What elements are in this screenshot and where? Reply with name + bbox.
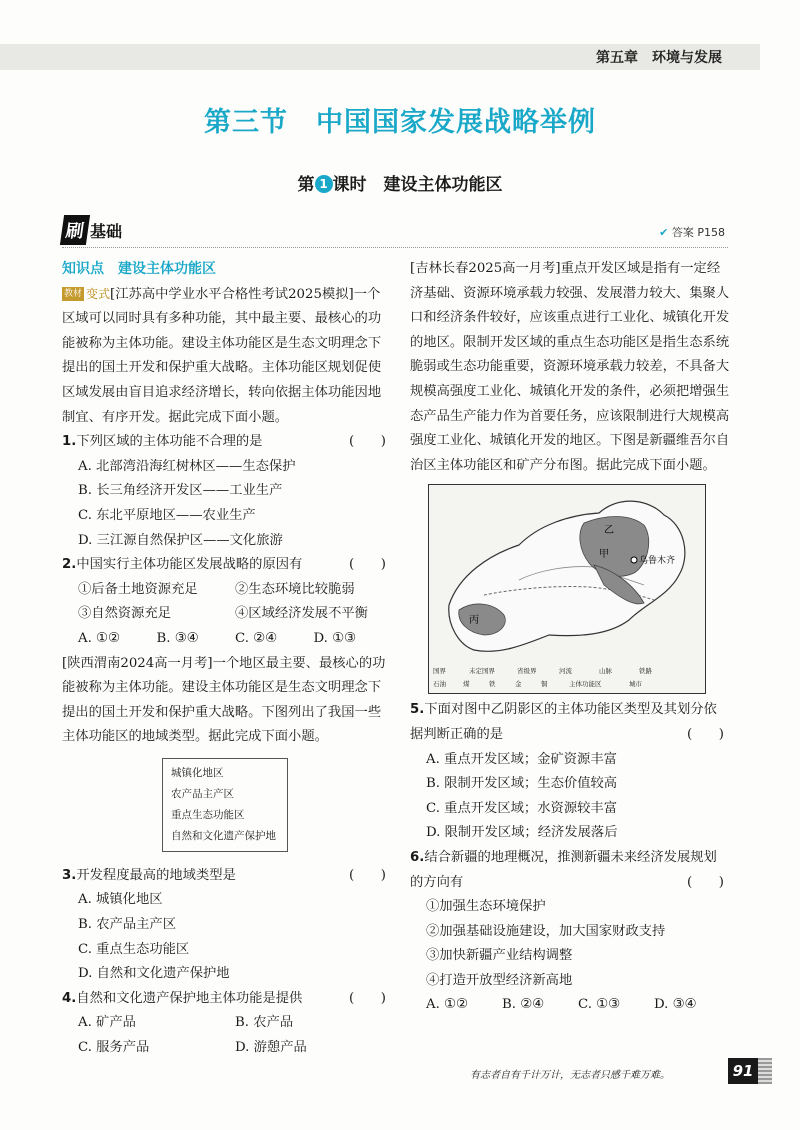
lesson-title (0, 170, 800, 195)
q4-option-d[interactable]: D. 游憩产品 (235, 1040, 307, 1056)
legend-coal: 煤 (463, 680, 470, 689)
q4-options-row1 (62, 1011, 392, 1036)
region-type-box (162, 758, 288, 852)
q2-item-3: ③自然资源充足 (78, 606, 172, 622)
legend-river: 河流 (559, 667, 572, 676)
q1-option-a[interactable]: A. 北部湾沿海红树林区——生态保护 (78, 458, 296, 474)
q2-option-b[interactable]: B. ③④ (156, 630, 199, 646)
box-item: 自然和文化遗产保护地 (171, 829, 276, 842)
check-icon: ✔ (659, 226, 669, 239)
question-6 (410, 846, 730, 895)
answer-page: 答案 P158 (671, 226, 725, 239)
question-5 (410, 698, 730, 747)
q3-stem: 开发程度最高的地域类型是 (76, 867, 236, 883)
legend-mountain: 山脉 (599, 667, 612, 676)
section-title: 第三节 中国国家发展战略举例 (204, 107, 596, 138)
q5-option-c[interactable]: C. 重点开发区域；水资源较丰富 (426, 800, 618, 816)
q6-item-4: ④打造开放型经济新高地 (426, 972, 573, 988)
q6-option-d[interactable]: D. ③④ (654, 997, 697, 1013)
q4-option-a[interactable]: A. 矿产品 (78, 1015, 136, 1031)
intro-text-1: [江苏高中学业水平合格性考试2025模拟]一个区域可以同时具有多种功能，其中最主要、最核心的功能被称为主体功能。建设主体功能区是生态文明理念下提出的国土开发和保护重大战略。主体功能区规划促使区域发展由盲目追求经济增长，转向依据主体功能因地制宜、有序开发。据此完成下面小题。 (62, 286, 382, 425)
q6-stem: 结合新疆的地理概况，推测新疆未来经济发展规划的方向有 (410, 849, 717, 890)
q1-number: 1. (62, 434, 77, 450)
q4-answer-blank[interactable]: ( ) (349, 990, 386, 1006)
page-number: 91 (728, 1058, 758, 1084)
q6-option-b[interactable]: B. ②④ (502, 997, 545, 1013)
q3-number: 3. (62, 867, 77, 883)
question-1 (62, 430, 392, 455)
label-yi: 乙 (604, 525, 614, 537)
city-marker (631, 557, 637, 563)
q2-options (62, 627, 392, 652)
q1-stem: 下列区域的主体功能不合理的是 (76, 434, 263, 450)
box-item: 重点生态功能区 (171, 808, 245, 821)
q5-number: 5. (410, 702, 425, 718)
legend-railway: 铁路 (639, 667, 652, 676)
question-2 (62, 553, 392, 578)
badge-shua: 刷 (60, 215, 90, 245)
q2-item-4: ④区域经济发展不平衡 (235, 606, 368, 622)
lesson-suffix: 课时 建设主体功能区 (332, 175, 503, 195)
q2-answer-blank[interactable]: ( ) (349, 557, 386, 573)
map-graphic (429, 485, 705, 693)
right-column (410, 257, 730, 1018)
legend-oil: 石油 (433, 680, 446, 689)
legend-undetermined-border: 未定国界 (469, 667, 495, 676)
q2-option-c[interactable]: C. ②④ (235, 630, 277, 646)
legend-provincial-border: 省级界 (517, 667, 537, 676)
q6-answer-blank[interactable]: ( ) (687, 874, 724, 890)
legend-iron: 铁 (489, 680, 496, 689)
q4-number: 4. (62, 990, 77, 1006)
q1-option-b[interactable]: B. 长三角经济开发区——工业生产 (78, 483, 283, 499)
question-4 (62, 987, 392, 1012)
basics-badge (62, 215, 122, 243)
box-item: 农产品主产区 (171, 787, 234, 800)
q3-option-a[interactable]: A. 城镇化地区 (78, 892, 163, 908)
legend-gold: 金 (515, 680, 522, 689)
q2-stem: 中国实行主体功能区发展战略的原因有 (76, 557, 303, 573)
lesson-number-badge: 1 (315, 175, 333, 193)
question-3 (62, 864, 392, 889)
q4-options-row2 (62, 1036, 392, 1061)
q4-option-c[interactable]: C. 服务产品 (78, 1040, 150, 1056)
badge-label: 基础 (90, 222, 123, 241)
q1-option-c[interactable]: C. 东北平原地区——农业生产 (78, 507, 256, 523)
q6-item-2: ②加强基础设施建设，加大国家财政支持 (426, 923, 666, 939)
q1-option-d[interactable]: D. 三江源自然保护区——文化旅游 (78, 532, 283, 548)
q3-option-c[interactable]: C. 重点生态功能区 (78, 941, 190, 957)
legend-copper: 铜 (541, 680, 548, 689)
intro-passage-1 (62, 282, 392, 431)
q6-option-a[interactable]: A. ①② (426, 997, 468, 1013)
legend-border: 国界 (433, 667, 446, 676)
chapter-header: 第五章 环境与发展 (596, 50, 722, 66)
lesson-prefix: 第 (297, 175, 315, 195)
label-urumqi: 乌鲁木齐 (639, 556, 676, 567)
label-jia: 甲 (599, 549, 609, 561)
q5-stem: 下面对图中乙阴影区的主体功能区类型及其划分依据判断正确的是 (410, 702, 717, 742)
q5-option-b[interactable]: B. 限制开发区域；生态价值较高 (426, 776, 618, 792)
q6-options (410, 993, 730, 1018)
intro-passage-2: [陕西渭南2024高一月考]一个地区最主要、最核心的功能被称为主体功能。建设主体功能区是生态文明理念下提出的国土开发和保护重大战略。下图列出了我国一些主体功能区的地域类型。据此完成下面小题。 (62, 655, 386, 745)
q3-answer-blank[interactable]: ( ) (349, 867, 386, 883)
q2-option-d[interactable]: D. ①③ (313, 630, 356, 646)
q2-item-1: ①后备土地资源充足 (78, 581, 198, 597)
page-corner-pattern (758, 1058, 772, 1084)
legend-functional-zone: 主体功能区 (569, 680, 602, 689)
q2-items-row2 (62, 602, 392, 627)
q5-answer-blank[interactable]: ( ) (687, 726, 724, 742)
q2-number: 2. (62, 557, 77, 573)
q2-items-row1 (62, 578, 392, 603)
q2-option-a[interactable]: A. ①② (78, 630, 120, 646)
q6-item-1: ①加强生态环境保护 (426, 899, 546, 915)
divider (62, 247, 728, 248)
q2-item-2: ②生态环境比较脆弱 (235, 581, 355, 597)
q4-stem: 自然和文化遗产保护地主体功能是提供 (76, 990, 303, 1006)
legend-city: 城市 (629, 680, 642, 689)
xinjiang-map (428, 484, 706, 694)
footer-motto: 有志者自有千计万计，无志者只感千难万难。 (470, 1070, 670, 1081)
q1-answer-blank[interactable]: ( ) (349, 434, 386, 450)
label-bing: 丙 (469, 615, 479, 627)
q3-option-d[interactable]: D. 自然和文化遗产保护地 (78, 966, 230, 982)
box-item: 城镇化地区 (171, 766, 224, 779)
q5-option-d[interactable]: D. 限制开发区域；经济发展落后 (426, 825, 618, 841)
left-column (62, 257, 392, 1061)
intro-passage-3: [吉林长春2025高一月考]重点开发区域是指有一定经济基础、资源环境承载力较强、发展潜力较大、集聚人口和经济条件较好，应该重点进行工业化、城镇化开发的地区。限制开发区域的重点生态功能区是指生态系统脆弱或生态功能重要，资源环境承载力较差，不具备大规模高强度工业化、城镇化开发的条件，必须把增强生态产品生产能力作为首要任务，应该限制进行大规模高强度工业化、城镇化开发的地区。下图是新疆维吾尔自治区主体功能区和矿产分布图。据此完成下面小题。 (410, 261, 730, 473)
knowledge-point-heading: 知识点 建设主体功能区 (62, 261, 216, 277)
q6-number: 6. (410, 849, 425, 865)
q3-option-b[interactable]: B. 农产品主产区 (78, 917, 177, 933)
variant-tag: 变式 (86, 286, 111, 301)
q6-item-3: ③加快新疆产业结构调整 (426, 948, 573, 964)
q4-option-b[interactable]: B. 农产品 (235, 1015, 294, 1031)
q5-option-a[interactable]: A. 重点开发区域；金矿资源丰富 (426, 751, 617, 767)
q6-option-c[interactable]: C. ①③ (578, 997, 620, 1013)
textbook-tag: 教材 (64, 288, 83, 299)
answer-reference (659, 224, 725, 240)
